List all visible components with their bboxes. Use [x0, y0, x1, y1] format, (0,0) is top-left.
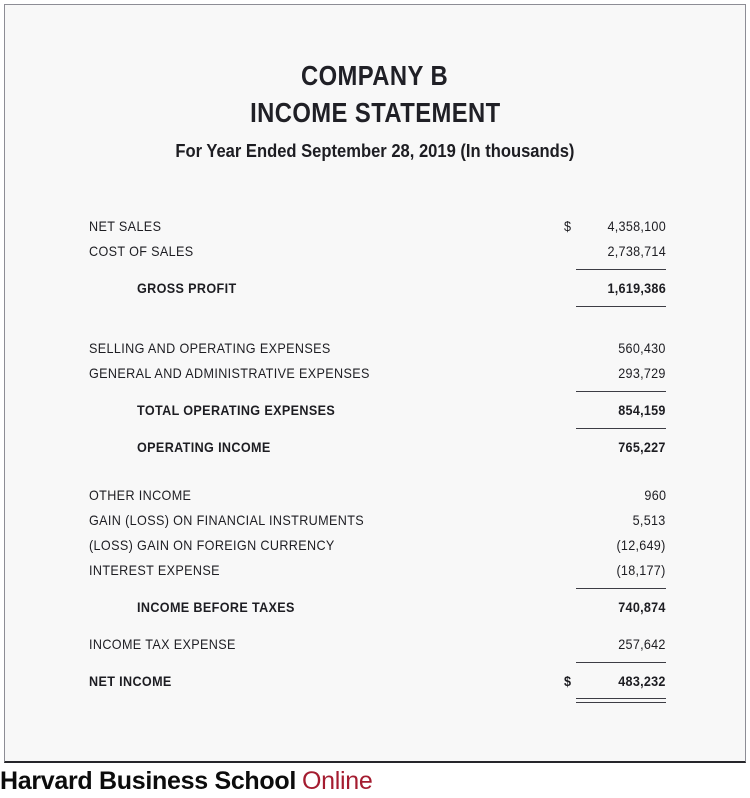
row-label: (LOSS) GAIN ON FOREIGN CURRENCY: [89, 536, 335, 553]
statement-row: [89, 397, 666, 422]
brand-online: Online: [301, 767, 373, 795]
statement-title: INCOME STATEMENT: [249, 97, 501, 128]
single-rule-line: [576, 428, 666, 429]
single-rule-line: [576, 306, 666, 307]
row-value: (18,177): [616, 561, 666, 578]
row-value: (12,649): [616, 536, 666, 553]
currency-symbol: [564, 599, 576, 615]
row-label: GROSS PROFIT: [137, 279, 237, 296]
subtotal-rule: [89, 300, 666, 312]
grand-total-rule: [89, 693, 666, 709]
currency-symbol: [564, 243, 576, 259]
row-label: COST OF SALES: [89, 242, 194, 259]
currency-symbol: [564, 340, 576, 356]
currency-symbol: [564, 562, 576, 578]
row-value: 1,619,386: [607, 279, 666, 296]
row-label: NET INCOME: [89, 672, 172, 689]
row-value: 854,159: [618, 401, 666, 418]
row-value: 293,729: [618, 364, 666, 381]
row-label: OTHER INCOME: [89, 486, 192, 503]
row-label: INCOME TAX EXPENSE: [89, 635, 236, 652]
statement-row: [89, 557, 666, 582]
single-rule-line: [576, 588, 666, 589]
row-value: 740,874: [618, 598, 666, 615]
single-rule-line: [576, 269, 666, 270]
statement-row: [89, 275, 666, 300]
currency-symbol: [564, 280, 576, 296]
row-value: 257,642: [618, 635, 666, 652]
row-value: 5,513: [633, 511, 666, 528]
row-label: GENERAL AND ADMINISTRATIVE EXPENSES: [89, 364, 370, 381]
statement-row: [89, 668, 666, 693]
row-label: INTEREST EXPENSE: [89, 561, 220, 578]
statement-header: [5, 57, 745, 163]
row-label: GAIN (LOSS) ON FINANCIAL INSTRUMENTS: [89, 511, 365, 528]
subtotal-rule: [89, 263, 666, 275]
statement-row: [89, 335, 666, 360]
currency-symbol: [564, 439, 576, 455]
hbs-online-logo: [0, 765, 372, 797]
currency-symbol: $: [564, 217, 572, 234]
row-value: 560,430: [618, 339, 666, 356]
row-label: NET SALES: [89, 217, 162, 234]
currency-symbol: [564, 537, 576, 553]
single-rule-line: [576, 662, 666, 663]
income-statement-card: [4, 4, 746, 763]
currency-symbol: $: [564, 672, 572, 689]
subtotal-rule: [89, 422, 666, 434]
subtotal-rule: [89, 656, 666, 668]
statement-row: [89, 360, 666, 385]
row-value: 765,227: [618, 438, 666, 455]
subtotal-rule: [89, 582, 666, 594]
statement-row: [89, 507, 666, 532]
currency-symbol: [564, 402, 576, 418]
statement-row: [89, 482, 666, 507]
statement-row: [89, 213, 666, 238]
row-value: 960: [644, 486, 666, 503]
statement-subtitle: For Year Ended September 28, 2019 (In thousands): [175, 141, 575, 161]
row-value: 483,232: [618, 672, 666, 689]
currency-symbol: [564, 512, 576, 528]
statement-row: [89, 434, 666, 459]
company-title: COMPANY B: [301, 60, 449, 91]
statement-rows: [5, 213, 745, 709]
row-label: TOTAL OPERATING EXPENSES: [137, 401, 336, 418]
row-label: INCOME BEFORE TAXES: [137, 598, 295, 615]
row-value: 2,738,714: [607, 242, 666, 259]
currency-symbol: [564, 487, 576, 503]
row-label: OPERATING INCOME: [137, 438, 271, 455]
currency-symbol: [564, 636, 576, 652]
statement-row: [89, 594, 666, 619]
currency-symbol: [564, 365, 576, 381]
subtotal-rule: [89, 385, 666, 397]
row-value: 4,358,100: [607, 217, 666, 234]
row-label: SELLING AND OPERATING EXPENSES: [89, 339, 331, 356]
statement-row: [89, 238, 666, 263]
single-rule-line: [576, 391, 666, 392]
double-rule-line: [576, 698, 666, 703]
statement-row: [89, 631, 666, 656]
brand-primary: Harvard Business School: [0, 767, 296, 795]
statement-row: [89, 532, 666, 557]
